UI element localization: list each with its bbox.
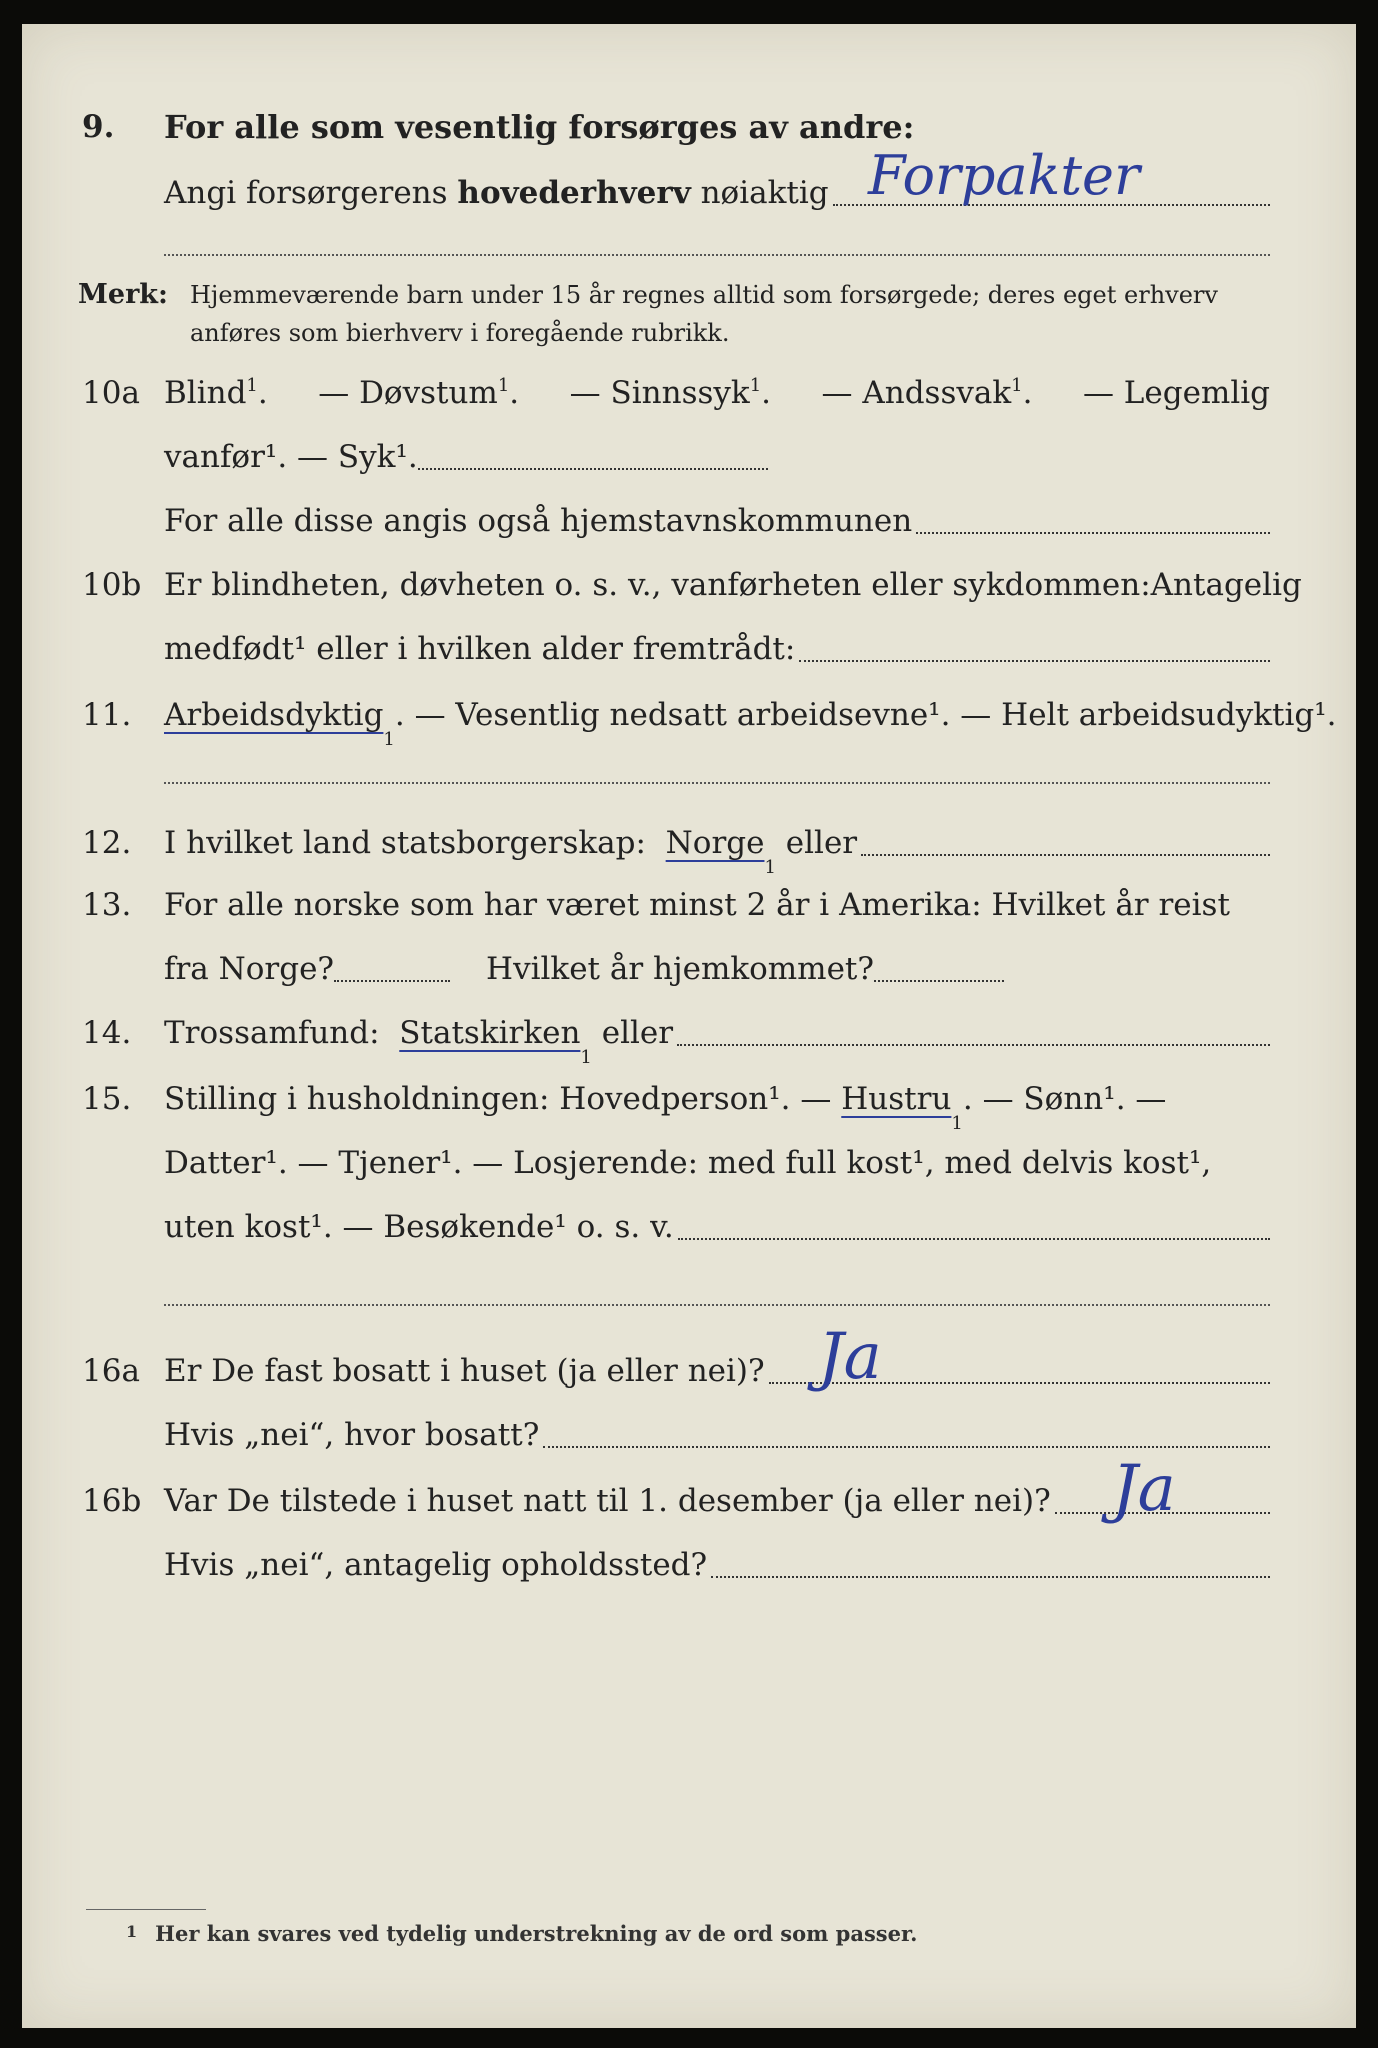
q10a-line1: 10a Blind$^1$. — Døvstum$^1$. — Sinnssyk$^1$. — Andssvak$^1$. — Legemlig bbox=[22, 368, 1356, 418]
q15-line3 bbox=[22, 1202, 1356, 1252]
q10b-number: 10b bbox=[82, 567, 142, 603]
q9-number: 9. bbox=[82, 109, 115, 145]
q16a-line1 bbox=[22, 1346, 1356, 1396]
q10a-option-vanfor-syk[interactable]: vanfør¹. — Syk¹. bbox=[164, 439, 418, 475]
q10a-option-blind[interactable]: Blind bbox=[164, 375, 247, 411]
q16a-bosatt-prompt: Hvis „nei“, hvor bosatt? bbox=[164, 1417, 540, 1453]
q9-prompt-a: Angi forsørgerens bbox=[164, 175, 448, 211]
q12-line: 12. I hvilket land statsborgerskap: Norge 1 eller bbox=[22, 818, 1356, 868]
q10a-line3 bbox=[22, 496, 1356, 546]
q14-option-statskirken[interactable]: Statskirken bbox=[399, 1015, 581, 1051]
q12-question: I hvilket land statsborgerskap: bbox=[164, 825, 646, 861]
census-form-page bbox=[22, 24, 1356, 2028]
q9-prompt-c: nøiaktig bbox=[700, 175, 829, 211]
q15-line2 bbox=[22, 1138, 1356, 1188]
q10b-question: Er blindheten, døvheten o. s. v., vanførheten eller sykdommen: bbox=[164, 567, 1151, 603]
q10a-hjemstavn-answer-line[interactable] bbox=[916, 532, 1270, 534]
q13-reist-prompt: fra Norge? bbox=[164, 951, 335, 987]
q9-prompt-b: hovederhverv bbox=[457, 175, 691, 211]
q12-answer-line[interactable] bbox=[861, 854, 1270, 856]
merk-label: Merk: bbox=[78, 279, 168, 310]
q10a-hjemstavn-prompt: For alle disse angis også hjemstavnskommunen bbox=[164, 503, 913, 539]
q10a-line2 bbox=[22, 432, 1356, 482]
q13-line1 bbox=[22, 880, 1356, 930]
q10b-line2 bbox=[22, 624, 1356, 674]
q9-extra-line[interactable] bbox=[164, 254, 1270, 256]
footnote-mark: 1 bbox=[126, 1922, 138, 1941]
footnote-text: Her kan svares ved tydelig understrekning av de ord som passer. bbox=[155, 1921, 918, 1946]
q13-line2 bbox=[22, 944, 1356, 994]
q16a-question: Er De fast bosatt i huset (ja eller nei)? bbox=[164, 1353, 765, 1389]
q13-reist-answer-line[interactable] bbox=[334, 980, 450, 982]
q10a-option-legemlig[interactable]: — Legemlig bbox=[1082, 375, 1270, 411]
q14-number: 14. bbox=[82, 1015, 132, 1051]
q16b-handwritten-answer: Ja bbox=[1112, 1452, 1176, 1526]
q15-answer-line[interactable] bbox=[678, 1238, 1270, 1240]
q10a-option-sinnssyk[interactable]: — Sinnssyk bbox=[569, 375, 750, 411]
q13-hjemkommet-answer-line[interactable] bbox=[874, 980, 1004, 982]
q15-prompt: Stilling i husholdningen: Hovedperson¹. — bbox=[164, 1081, 832, 1117]
q16b-line2 bbox=[22, 1540, 1356, 1590]
q14-question: Trossamfund: bbox=[164, 1015, 380, 1051]
q13-hjemkommet-prompt: Hvilket år hjemkommet? bbox=[486, 951, 875, 987]
q16a-handwritten-answer: Ja bbox=[818, 1320, 882, 1394]
q9-question: For alle som vesentlig forsørges av andre: bbox=[164, 108, 915, 146]
q10b-answer-line[interactable] bbox=[799, 660, 1270, 662]
q14-answer-line[interactable] bbox=[677, 1044, 1270, 1046]
q16a-number: 16a bbox=[82, 1353, 140, 1389]
q15-number: 15. bbox=[82, 1081, 132, 1117]
q10b-prompt: medfødt¹ eller i hvilken alder fremtrådt: bbox=[164, 631, 796, 667]
q14-line: 14. Trossamfund: Statskirken 1 eller bbox=[22, 1008, 1356, 1058]
q13-number: 13. bbox=[82, 887, 132, 923]
q10b-line1 bbox=[22, 560, 1356, 610]
q10a-option-dovstum[interactable]: — Døvstum bbox=[318, 375, 498, 411]
q11-extra-line[interactable] bbox=[164, 782, 1270, 784]
merk-line1: Hjemmeværende barn under 15 år regnes alltid som forsørgede; deres eget erhverv bbox=[190, 281, 1218, 309]
q12-option-norge[interactable]: Norge bbox=[665, 825, 765, 861]
q9-line2 bbox=[22, 168, 1356, 218]
merk-line2: anføres som bierhverv i foregående rubrikk. bbox=[190, 319, 730, 347]
footnote bbox=[126, 1921, 917, 1946]
q14-eller: eller bbox=[601, 1015, 674, 1051]
q15-option-sonn[interactable]: . — Sønn¹. — bbox=[962, 1081, 1167, 1117]
q10a-option-andssvak[interactable]: — Andssvak bbox=[821, 375, 1012, 411]
q10a-number: 10a bbox=[82, 375, 140, 411]
q15-line1: 15. Stilling i husholdningen: Hovedperson¹. — Hustru 1 . — Sønn¹. — bbox=[22, 1074, 1356, 1124]
q16b-opholdssted-answer-line[interactable] bbox=[711, 1576, 1270, 1578]
q9-handwritten-answer: Forpakter bbox=[868, 144, 1140, 207]
q11-line: 11. Arbeidsdyktig 1 . — Vesentlig nedsatt arbeidsevne¹. — Helt arbeidsudyktig¹. bbox=[22, 690, 1356, 740]
q13-question: For alle norske som har været minst 2 år i Amerika: Hvilket år reist bbox=[164, 887, 1230, 923]
q9-line1 bbox=[22, 102, 1356, 152]
q16b-question: Var De tilstede i huset natt til 1. desember (ja eller nei)? bbox=[164, 1483, 1051, 1519]
q11-other-options[interactable]: . — Vesentlig nedsatt arbeidsevne¹. — Helt arbeidsudyktig¹. bbox=[394, 697, 1337, 733]
q15-options-line3[interactable]: uten kost¹. — Besøkende¹ o. s. v. bbox=[164, 1209, 674, 1245]
q16b-opholdssted-prompt: Hvis „nei“, antagelig opholdssted? bbox=[164, 1547, 708, 1583]
q15-extra-line[interactable] bbox=[164, 1304, 1270, 1306]
q15-options-line2[interactable]: Datter¹. — Tjener¹. — Losjerende: med full kost¹, med delvis kost¹, bbox=[164, 1145, 1212, 1181]
q10a-syk-answer-line[interactable] bbox=[418, 468, 768, 470]
q11-option-arbeidsdyktig[interactable]: Arbeidsdyktig bbox=[164, 697, 384, 733]
footnote-rule bbox=[86, 1909, 206, 1910]
q10b-antagelig: Antagelig bbox=[1150, 567, 1302, 603]
q15-option-hustru[interactable]: Hustru bbox=[841, 1081, 952, 1117]
q16a-bosatt-answer-line[interactable] bbox=[543, 1446, 1270, 1448]
q12-eller: eller bbox=[785, 825, 858, 861]
q11-number: 11. bbox=[82, 697, 132, 733]
q16b-number: 16b bbox=[82, 1483, 142, 1519]
q12-number: 12. bbox=[82, 825, 132, 861]
